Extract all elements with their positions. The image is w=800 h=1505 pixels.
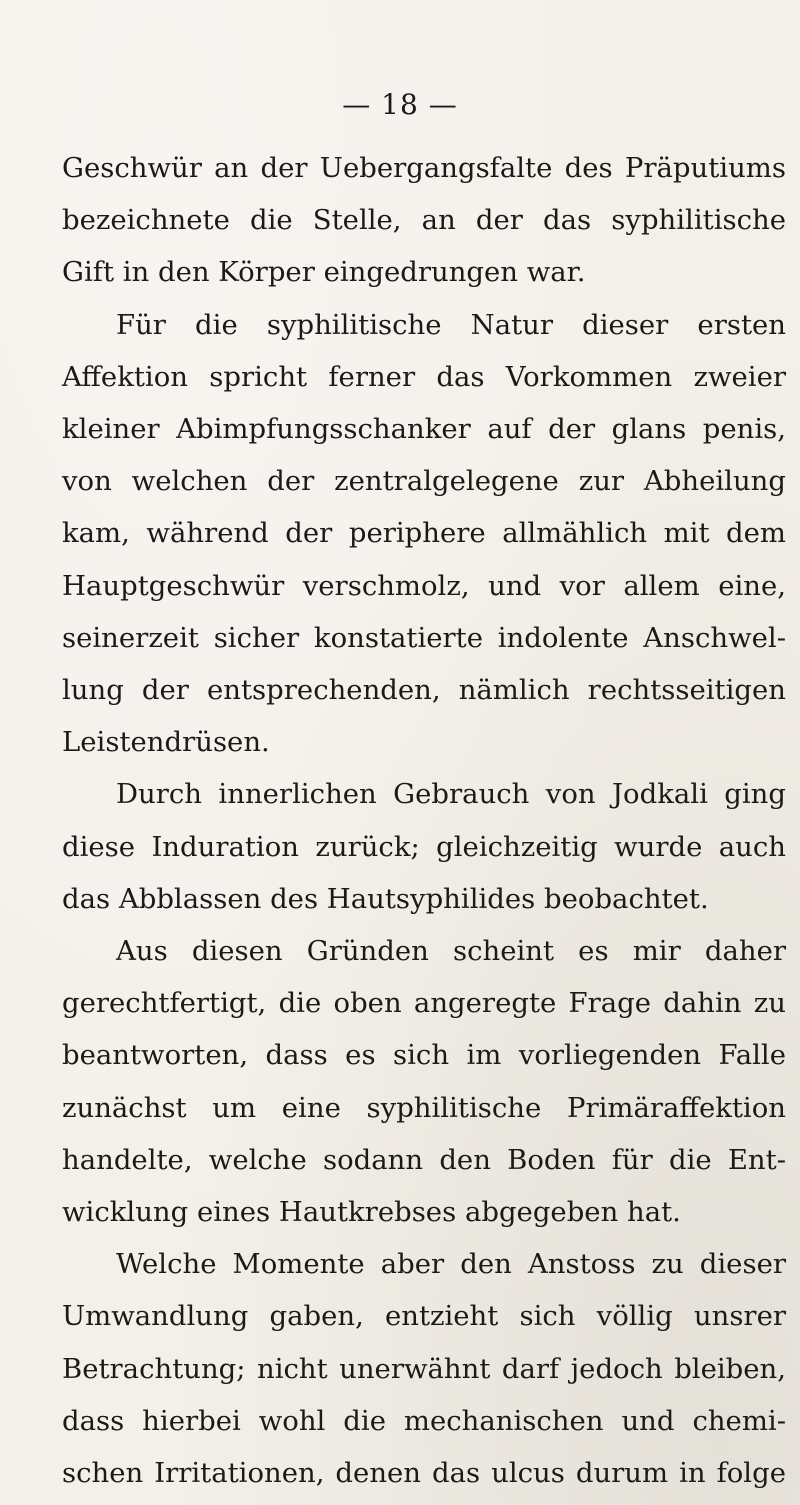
text-line: Welche Momente aber den Anstoss zu dieser xyxy=(116,1248,786,1281)
text-line: beantworten, dass es sich im vorliegenden Falle xyxy=(62,1039,786,1072)
text-line: Betrachtung; nicht unerwähnt darf jedoch bleiben, xyxy=(62,1352,786,1385)
text-line: Gift in den Körper eingedrungen war. xyxy=(62,256,586,289)
text-line: handelte, welche sodann den Boden für die Ent- xyxy=(62,1143,786,1176)
text-line: Durch innerlichen Gebrauch von Jodkali ging xyxy=(116,778,786,811)
text-line: kleiner Abimpfungsschanker auf der glans penis, xyxy=(62,413,786,446)
text-line: dass hierbei wohl die mechanischen und chemi- xyxy=(62,1404,786,1437)
text-line: gerechtfertigt, die oben angeregte Frage dahin zu xyxy=(62,987,786,1020)
text-line: schen Irritationen, denen das ulcus durum in folge xyxy=(62,1457,786,1490)
text-line: bezeichnete die Stelle, an der das syphilitische xyxy=(62,204,786,237)
text-line: Geschwür an der Uebergangsfalte des Präputiums xyxy=(62,152,786,184)
body-text xyxy=(62,142,786,1499)
text-line: Leistendrüsen. xyxy=(62,726,270,759)
text-line: Aus diesen Gründen scheint es mir daher xyxy=(116,935,786,968)
text-line: lung der entsprechenden, nämlich rechtsseitigen xyxy=(62,674,786,707)
text-line: von welchen der zentralgelegene zur Abheilung xyxy=(62,465,786,498)
text-line: Umwandlung gaben, entzieht sich völlig unsrer xyxy=(62,1300,786,1333)
text-line: zunächst um eine syphilitische Primäraffektion xyxy=(62,1091,786,1124)
text-line: wicklung eines Hautkrebses abgegeben hat. xyxy=(62,1196,681,1229)
text-line: seinerzeit sicher konstatierte indolente Anschwel- xyxy=(62,621,786,654)
text-line: Affektion spricht ferner das Vorkommen zweier xyxy=(62,360,786,393)
text-line: diese Induration zurück; gleichzeitig wurde auch xyxy=(62,830,786,863)
text-line: Für die syphilitische Natur dieser ersten xyxy=(116,308,786,341)
text-line: Hauptgeschwür verschmolz, und vor allem eine, xyxy=(62,569,786,602)
text-line: kam, während der periphere allmählich mit dem xyxy=(62,517,786,550)
page-number: — 18 — xyxy=(342,88,458,121)
text-line: das Abblassen des Hautsyphilides beobachtet. xyxy=(62,882,709,915)
